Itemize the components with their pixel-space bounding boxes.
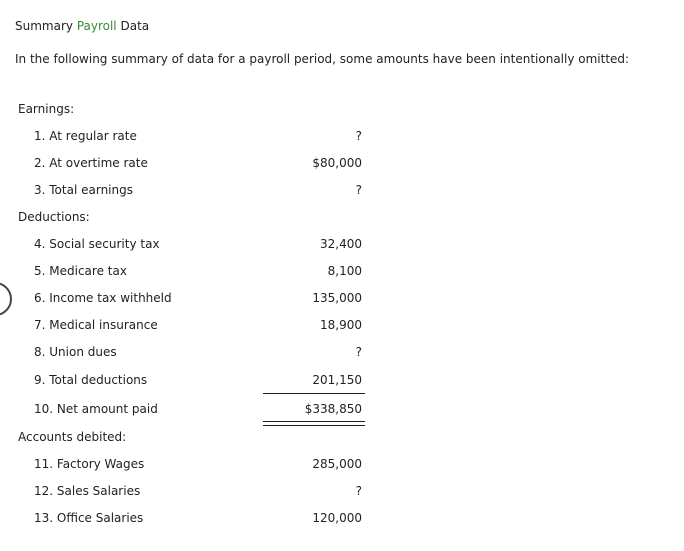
table-row bbox=[0, 511, 684, 529]
table-row bbox=[0, 345, 684, 363]
row-value: 120,000 bbox=[312, 511, 362, 525]
row-label: 4. Social security tax bbox=[34, 237, 160, 251]
row-value: ? bbox=[355, 484, 362, 498]
title-prefix: Summary bbox=[15, 19, 77, 33]
row-value: $80,000 bbox=[312, 156, 362, 170]
title-link-payroll[interactable]: Payroll bbox=[76, 19, 117, 33]
total-rule bbox=[263, 393, 365, 394]
row-value: 201,150 bbox=[312, 373, 362, 387]
accounts-heading: Accounts debited: bbox=[18, 430, 127, 444]
row-label: 6. Income tax withheld bbox=[34, 291, 172, 305]
row-value: 135,000 bbox=[312, 291, 362, 305]
table-row bbox=[0, 457, 684, 475]
row-value: ? bbox=[355, 345, 362, 359]
row-label: 7. Medical insurance bbox=[34, 318, 158, 332]
deductions-heading-row bbox=[0, 210, 684, 228]
table-row bbox=[0, 373, 684, 391]
earnings-heading: Earnings: bbox=[18, 102, 75, 116]
row-value: 32,400 bbox=[320, 237, 362, 251]
row-label: 1. At regular rate bbox=[34, 129, 137, 143]
circle-annotation-icon bbox=[0, 282, 12, 316]
table-row bbox=[0, 156, 684, 174]
table-row bbox=[0, 291, 684, 309]
table-row bbox=[0, 129, 684, 147]
table-row bbox=[0, 484, 684, 502]
page-title bbox=[15, 19, 149, 33]
row-label: 11. Factory Wages bbox=[34, 457, 145, 471]
row-value: 285,000 bbox=[312, 457, 362, 471]
table-row bbox=[0, 264, 684, 282]
row-value: $338,850 bbox=[304, 402, 362, 416]
double-total-rule bbox=[263, 421, 365, 426]
row-label: 9. Total deductions bbox=[34, 373, 148, 387]
table-row bbox=[0, 183, 684, 201]
row-label: 8. Union dues bbox=[34, 345, 117, 359]
earnings-heading-row bbox=[0, 102, 684, 120]
row-label: 13. Office Salaries bbox=[34, 511, 144, 525]
intro-text: In the following summary of data for a payroll period, some amounts have been intentionally omitted: bbox=[15, 52, 630, 66]
row-label: 2. At overtime rate bbox=[34, 156, 148, 170]
row-value: ? bbox=[355, 129, 362, 143]
table-row bbox=[0, 402, 684, 420]
row-label: 10. Net amount paid bbox=[34, 402, 158, 416]
row-value: 8,100 bbox=[327, 264, 362, 278]
row-label: 5. Medicare tax bbox=[34, 264, 127, 278]
title-suffix: Data bbox=[116, 19, 150, 33]
row-label: 3. Total earnings bbox=[34, 183, 133, 197]
table-row bbox=[0, 318, 684, 336]
row-value: ? bbox=[355, 183, 362, 197]
table-row bbox=[0, 237, 684, 255]
deductions-heading: Deductions: bbox=[18, 210, 90, 224]
row-value: 18,900 bbox=[320, 318, 362, 332]
accounts-heading-row bbox=[0, 430, 684, 448]
row-label: 12. Sales Salaries bbox=[34, 484, 141, 498]
